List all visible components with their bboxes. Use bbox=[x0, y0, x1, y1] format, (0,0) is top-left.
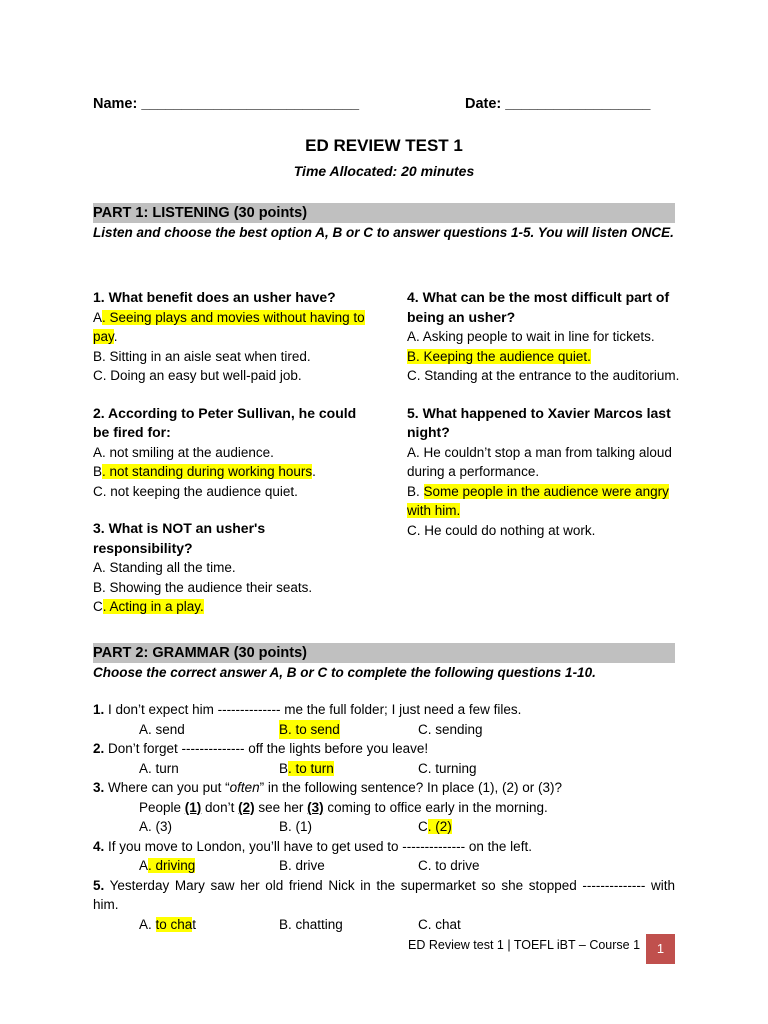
g4-question: 4. If you move to London, you’ll have to get used to -------------- on the left. bbox=[93, 838, 532, 854]
q2-option-b: B. not standing during working hours. bbox=[93, 464, 316, 479]
part1-heading: PART 1: LISTENING (30 points) bbox=[93, 203, 675, 223]
date-field: Date: __________________ bbox=[465, 96, 651, 112]
g4-option-c: C. to drive bbox=[418, 858, 480, 873]
q2-option-c: C. not keeping the audience quiet. bbox=[93, 483, 298, 499]
q4-question: 4. What can be the most difficult part of being an usher? bbox=[407, 289, 670, 325]
q4-option-b bbox=[407, 347, 682, 367]
g1-option-a: A. send bbox=[139, 721, 185, 737]
g3-option-b: B. (1) bbox=[279, 819, 313, 834]
page-number: 1 bbox=[646, 934, 675, 964]
g5-options bbox=[93, 915, 675, 935]
g1-option-b: B. to send bbox=[279, 720, 340, 740]
part2-heading: PART 2: GRAMMAR (30 points) bbox=[93, 643, 675, 663]
q4-option-a: A. Asking people to wait in line for tickets. bbox=[407, 329, 655, 344]
g3-options bbox=[93, 817, 675, 837]
q5-question: 5. What happened to Xavier Marcos last night? bbox=[407, 404, 671, 440]
g5-question: 5. Yesterday Mary saw her old friend Nick in the supermarket so she stopped -------------- with him. bbox=[93, 877, 675, 912]
g1-question: 1. I don’t expect him -------------- me the full folder; I just need a few files. bbox=[93, 702, 522, 717]
q3-option-c: C. Acting in a play. bbox=[93, 599, 204, 614]
q1-option-b: B. Sitting in an aisle seat when tired. bbox=[93, 348, 311, 364]
name-field: Name: ___________________________ bbox=[93, 96, 360, 112]
q5-option-a: A. He couldn’t stop a man from talking aloud during a performance. bbox=[407, 444, 672, 479]
q1-answer-highlight: . Seeing plays and movies without having to pay bbox=[93, 309, 365, 344]
g3-sentence: People (1) don’t (2) see her (3) coming to office early in the morning. bbox=[139, 799, 548, 815]
g1-options bbox=[93, 720, 675, 740]
q3-question: 3. What is NOT an usher's responsibility? bbox=[93, 520, 266, 556]
part1-right-column bbox=[407, 288, 682, 540]
g2-option-c: C. turning bbox=[418, 760, 477, 776]
g2-option-b: B. to turn bbox=[279, 760, 334, 776]
header-row bbox=[93, 96, 675, 116]
footer-text: ED Review test 1 | TOEFL iBT – Course 1 bbox=[408, 938, 641, 952]
g2-question: 2. Don’t forget -------------- off the lights before you leave! bbox=[93, 741, 429, 756]
q4-answer-highlight: B. Keeping the audience quiet. bbox=[407, 348, 591, 364]
page-subtitle: Time Allocated: 20 minutes bbox=[293, 163, 475, 179]
q2-answer-highlight: . not standing during working hours bbox=[102, 464, 313, 479]
q3-option-a: A. Standing all the time. bbox=[93, 560, 236, 575]
q5-option-b: B. Some people in the audience were angry with him. bbox=[407, 483, 669, 518]
q5-option-c: C. He could do nothing at work. bbox=[407, 522, 596, 538]
q1-option-a: A. Seeing plays and movies without having to pay. bbox=[93, 309, 365, 344]
g3-option-a: A. (3) bbox=[139, 819, 173, 834]
g4-option-a: A. driving bbox=[139, 858, 196, 873]
q2-question: 2. According to Peter Sullivan, he could be fired for: bbox=[93, 404, 357, 440]
g4-option-b: B. drive bbox=[279, 858, 325, 873]
g3-option-c: C. (2) bbox=[418, 819, 452, 834]
q3-answer-highlight: . Acting in a play. bbox=[102, 599, 204, 614]
g5-option-c: C. chat bbox=[418, 916, 461, 932]
g4-options bbox=[93, 856, 675, 876]
g5-option-b: B. chatting bbox=[279, 916, 343, 932]
q2-option-a: A. not smiling at the audience. bbox=[93, 444, 274, 460]
g3-question: 3. Where can you put “often” in the following sentence? In place (1), (2) or (3)? bbox=[93, 780, 563, 795]
page-title: ED REVIEW TEST 1 bbox=[305, 136, 463, 155]
g2-option-a: A. turn bbox=[139, 760, 179, 776]
part1-instruction: Listen and choose the best option A, B or C to answer questions 1-5. You will listen ONCE. bbox=[93, 225, 674, 240]
q1-option-c: C. Doing an easy but well-paid job. bbox=[93, 368, 302, 383]
grammar-questions bbox=[93, 700, 675, 934]
g1-option-c: C. sending bbox=[418, 721, 483, 737]
q1-question: 1. What benefit does an usher have? bbox=[93, 289, 336, 305]
g2-options bbox=[93, 759, 675, 779]
q5-answer-highlight: Some people in the audience were angry with him. bbox=[407, 483, 669, 518]
part2-instruction: Choose the correct answer A, B or C to complete the following questions 1-10. bbox=[93, 665, 596, 680]
g5-option-a: A. to chat bbox=[139, 916, 197, 932]
q3-option-b: B. Showing the audience their seats. bbox=[93, 579, 313, 595]
part1-left-column bbox=[93, 288, 368, 617]
q4-option-c: C. Standing at the entrance to the auditorium. bbox=[407, 368, 680, 383]
